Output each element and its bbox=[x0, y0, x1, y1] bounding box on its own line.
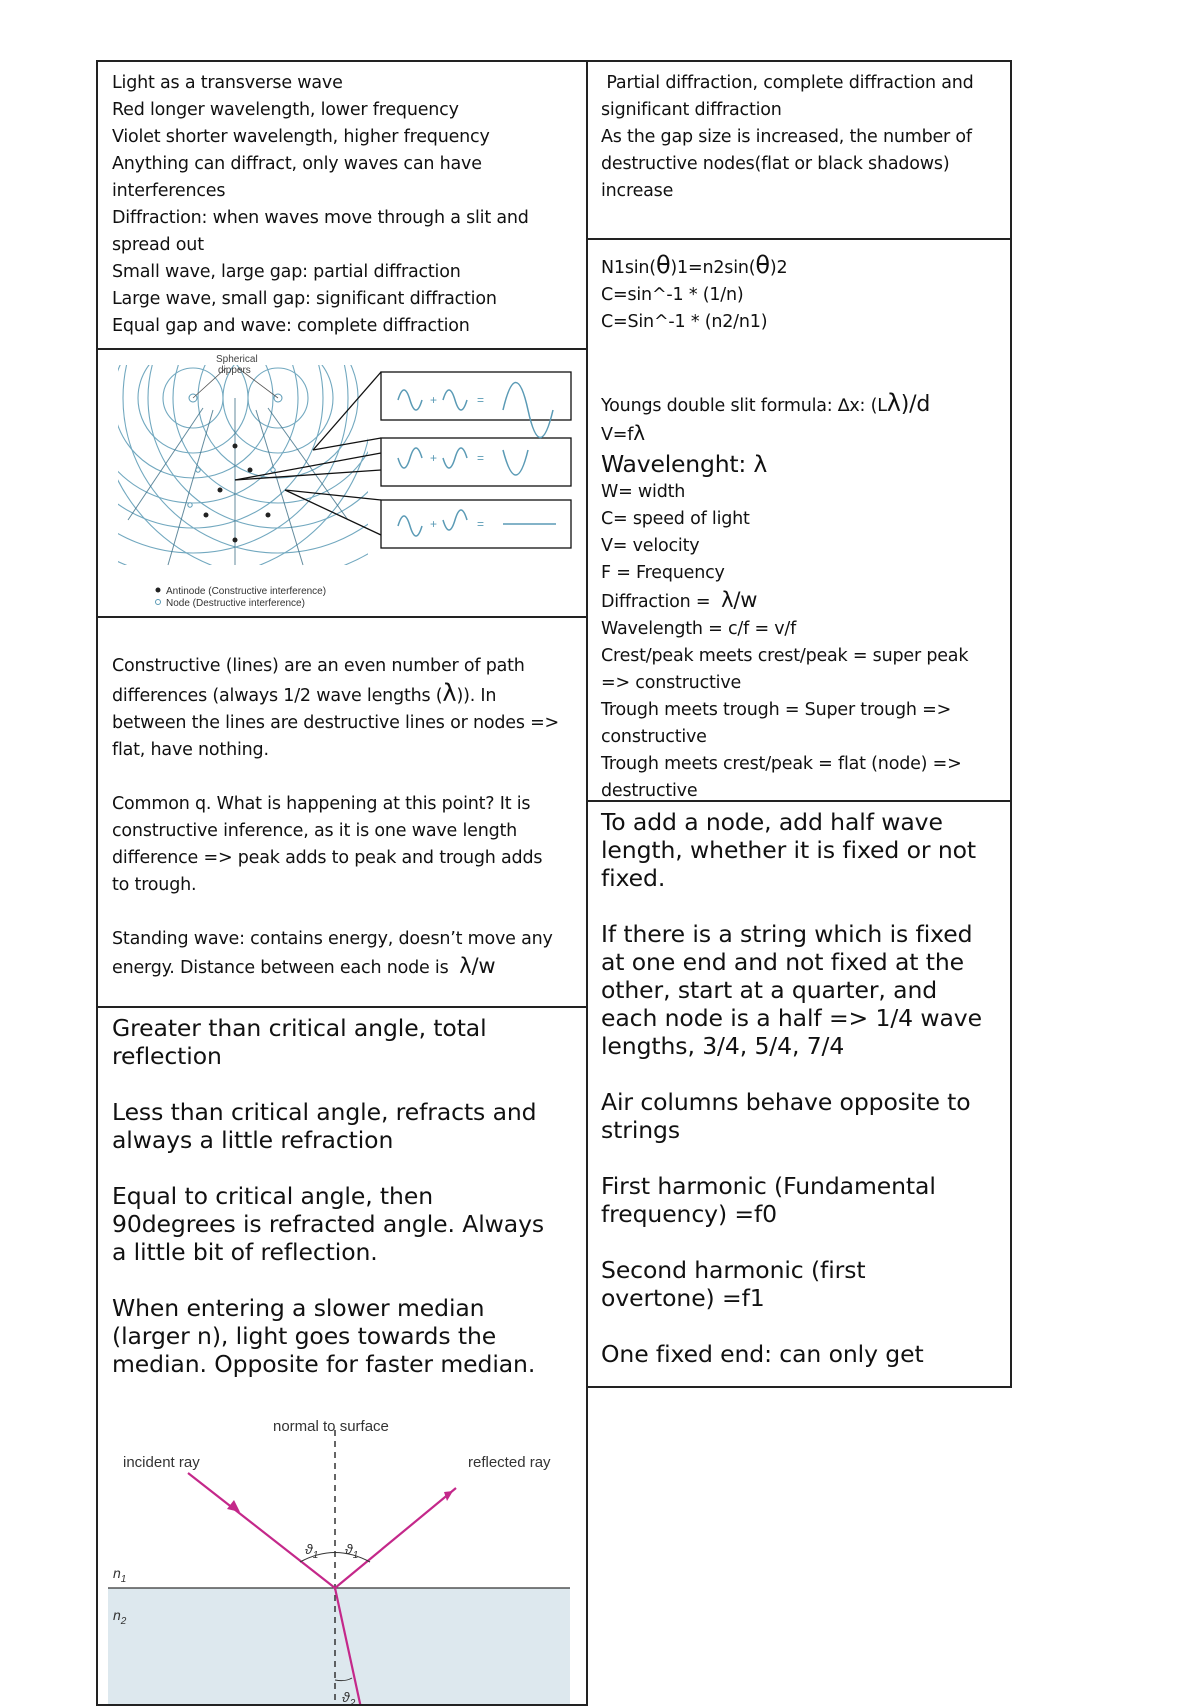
text-line: 90degrees is refracted angle. Always bbox=[112, 1210, 545, 1238]
text-line: Crest/peak meets crest/peak = super peak bbox=[601, 646, 969, 666]
text-line: Trough meets trough = Super trough => bbox=[601, 700, 952, 720]
text-line: a little bit of reflection. bbox=[112, 1238, 378, 1266]
text-line: Common q. What is happening at this point? It is bbox=[112, 794, 531, 814]
text-line: As the gap size is increased, the number of bbox=[601, 127, 972, 147]
text-line: Constructive (lines) are an even number of path bbox=[112, 656, 525, 676]
text-line: lengths, 3/4, 5/4, 7/4 bbox=[601, 1032, 845, 1060]
figure-label: dippers bbox=[218, 365, 251, 376]
text-line: Diffraction: when waves move through a slit and bbox=[112, 208, 529, 228]
text-line: reflection bbox=[112, 1042, 222, 1070]
text-line: always a little refraction bbox=[112, 1126, 394, 1154]
text-line: Partial diffraction, complete diffraction and bbox=[601, 73, 974, 93]
text-line: V= velocity bbox=[601, 536, 700, 556]
critical-angle-notes bbox=[112, 1014, 544, 1378]
text-line: fixed. bbox=[601, 864, 666, 892]
text-line: Air columns behave opposite to bbox=[601, 1088, 971, 1116]
right-mid-box bbox=[586, 238, 1012, 802]
text-line: increase bbox=[601, 181, 674, 201]
text-line: C=sin^-1 * (1/n) bbox=[601, 285, 744, 305]
svg-text:=: = bbox=[477, 451, 485, 465]
text-line: (larger n), light goes towards the bbox=[112, 1322, 497, 1350]
svg-text:+: + bbox=[430, 451, 438, 465]
diffraction-types-notes bbox=[601, 70, 974, 205]
right-top-box bbox=[586, 60, 1012, 240]
interference-notes bbox=[112, 653, 559, 982]
text-line: flat, have nothing. bbox=[112, 740, 269, 760]
text-line: destructive nodes(flat or black shadows) bbox=[601, 154, 950, 174]
text-line: Small wave, large gap: partial diffraction bbox=[112, 262, 461, 282]
theta-symbol: ϑ bbox=[305, 1541, 313, 1557]
text-line: => constructive bbox=[601, 673, 742, 693]
wavelength-heading: Wavelenght: λ bbox=[601, 450, 768, 478]
text-line: Equal to critical angle, then bbox=[112, 1182, 433, 1210]
standing-wave-notes bbox=[601, 808, 982, 1368]
incident-label: incident ray bbox=[123, 1454, 200, 1471]
text-line: other, start at a quarter, and bbox=[601, 976, 938, 1004]
text-line: between the lines are destructive lines or nodes => bbox=[112, 713, 560, 733]
text-line: Less than critical angle, refracts and bbox=[112, 1098, 537, 1126]
legend-antinode: Antinode (Constructive interference) bbox=[166, 586, 327, 597]
lambda-over-w: λ/w bbox=[459, 954, 496, 978]
text-line: W= width bbox=[601, 482, 686, 502]
text-line: each node is a half => 1/4 wave bbox=[601, 1004, 982, 1032]
text-line: interferences bbox=[112, 181, 226, 201]
text-line: length, whether it is fixed or not bbox=[601, 836, 976, 864]
svg-text:+: + bbox=[430, 517, 438, 531]
snell-law: N1sin(θ)1=n2sin(θ)2 bbox=[601, 251, 788, 279]
text-line: Greater than critical angle, total bbox=[112, 1014, 487, 1042]
text-line: constructive bbox=[601, 727, 707, 747]
text-line: strings bbox=[601, 1116, 681, 1144]
text-line: Equal gap and wave: complete diffraction bbox=[112, 316, 470, 336]
svg-text:+: + bbox=[430, 393, 438, 407]
figure-label: Spherical bbox=[216, 354, 258, 365]
svg-text:ϑ1: $ϑ_1$ bbox=[345, 1541, 359, 1561]
svg-text:ϑ2: $ϑ_2$ bbox=[342, 1689, 356, 1706]
legend-node: Node (Destructive interference) bbox=[166, 598, 305, 609]
text-line: F = Frequency bbox=[601, 563, 725, 583]
text-line: Light as a transverse wave bbox=[112, 73, 343, 93]
text-line: To add a node, add half wave bbox=[601, 808, 943, 836]
text-line: significant diffraction bbox=[601, 100, 782, 120]
text-line: to trough. bbox=[112, 875, 197, 895]
text-line: If there is a string which is fixed bbox=[601, 920, 973, 948]
text-line: energy. Distance between each node is λ/w bbox=[112, 954, 496, 978]
normal-label: normal to surface bbox=[273, 1418, 389, 1435]
lambda-symbol: λ bbox=[442, 679, 457, 707]
text-line: difference => peak adds to peak and trough adds bbox=[112, 848, 543, 868]
theta-symbol: ϑ bbox=[345, 1541, 353, 1557]
left-top-box bbox=[96, 60, 588, 350]
diffraction-notes bbox=[112, 70, 529, 340]
right-bottom-box bbox=[586, 800, 1012, 1388]
interference-diagram bbox=[98, 350, 586, 616]
text-line: Standing wave: contains energy, doesn’t move any bbox=[112, 929, 553, 949]
left-mid-box bbox=[96, 616, 588, 1008]
text-line: Violet shorter wavelength, higher frequency bbox=[112, 127, 490, 147]
svg-text:ϑ1: $ϑ_1$ bbox=[305, 1541, 319, 1561]
text-line: Red longer wavelength, lower frequency bbox=[112, 100, 459, 120]
reflected-arrow-icon bbox=[444, 1491, 453, 1501]
text-line: frequency) =f0 bbox=[601, 1200, 778, 1228]
text-line: median. Opposite for faster median. bbox=[112, 1350, 536, 1378]
text-line: Wavelength = c/f = v/f bbox=[601, 619, 797, 639]
n1-label: $n_1$ bbox=[113, 1565, 127, 1585]
formula-notes bbox=[601, 252, 968, 802]
refraction-diagram bbox=[108, 1408, 578, 1706]
reflected-label: reflected ray bbox=[468, 1454, 551, 1471]
text-line: Large wave, small gap: significant diffraction bbox=[112, 289, 497, 309]
young-formula: Youngs double slit formula: ∆x: (Lλ)/d bbox=[601, 389, 931, 417]
text-line: Trough meets crest/peak = flat (node) => bbox=[601, 754, 962, 774]
n2-label: $n_2$ bbox=[113, 1607, 127, 1627]
svg-text:=: = bbox=[477, 517, 485, 531]
text-line: When entering a slower median bbox=[112, 1294, 485, 1322]
text-line: C= speed of light bbox=[601, 509, 750, 529]
text-line: overtone) =f1 bbox=[601, 1284, 765, 1312]
interference-figure-box bbox=[96, 348, 588, 618]
text-line: destructive bbox=[601, 781, 698, 801]
left-bottom-box bbox=[96, 1006, 588, 1706]
text-line: First harmonic (Fundamental bbox=[601, 1172, 936, 1200]
text-line: spread out bbox=[112, 235, 204, 255]
text-line: at one end and not fixed at the bbox=[601, 948, 965, 976]
text-line: Diffraction = λ/w bbox=[601, 588, 758, 612]
text-line: constructive inference, as it is one wave length bbox=[112, 821, 518, 841]
text-line: V=fλ bbox=[601, 421, 645, 445]
svg-text:=: = bbox=[477, 393, 485, 407]
text-line: Second harmonic (first bbox=[601, 1256, 866, 1284]
theta-symbol: ϑ bbox=[342, 1689, 350, 1705]
text-line: One fixed end: can only get bbox=[601, 1340, 924, 1368]
text-line: differences (always 1/2 wave lengths (λ)). In bbox=[112, 679, 497, 707]
text-line: Anything can diffract, only waves can have bbox=[112, 154, 482, 174]
text-line: C=Sin^-1 * (n2/n1) bbox=[601, 312, 768, 332]
